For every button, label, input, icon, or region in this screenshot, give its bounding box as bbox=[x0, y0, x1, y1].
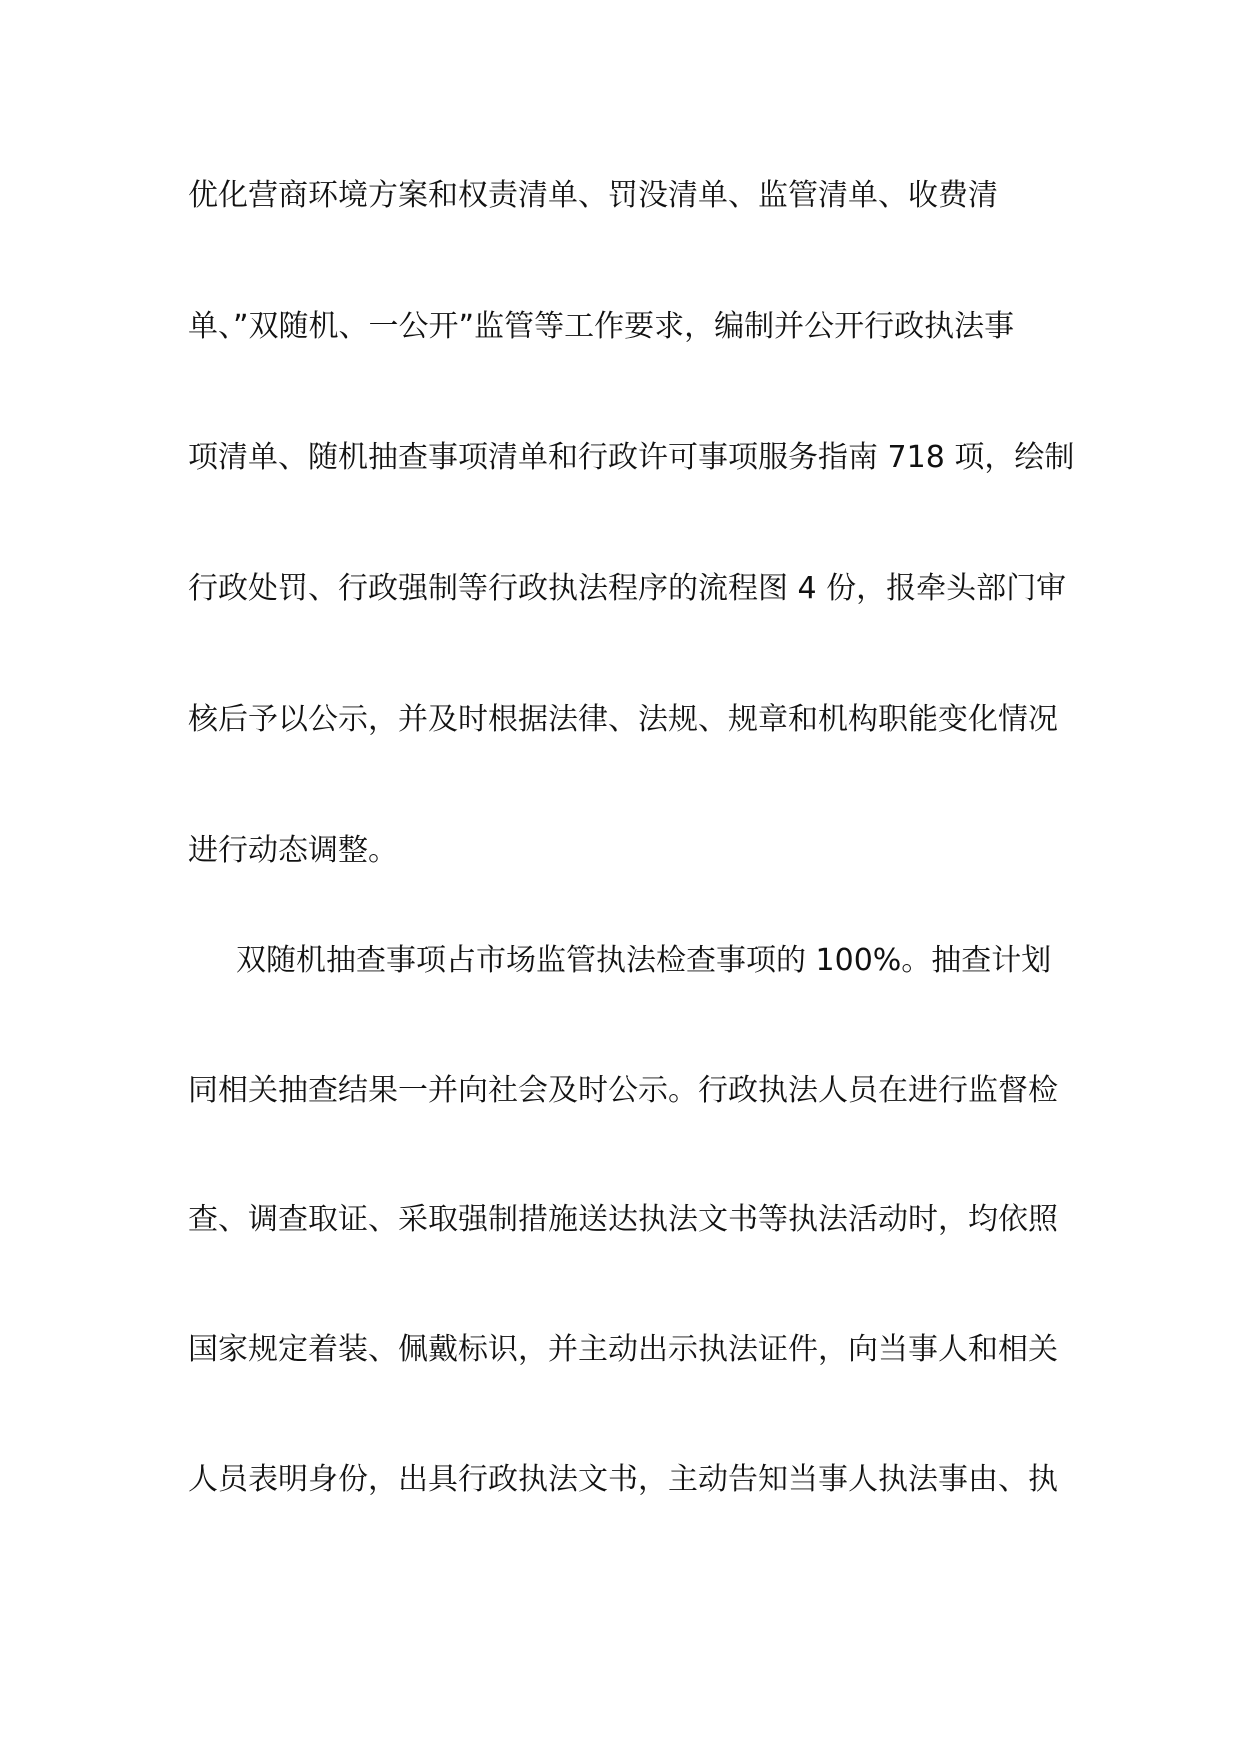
paragraph-2-line-5: 人员表明身份，出具行政执法文书，主动告知当事人执法事由、执 bbox=[188, 1462, 1058, 1497]
paragraph-1-line-1: 优化营商环境方案和权责清单、罚没清单、监管清单、收费清 bbox=[188, 178, 998, 213]
paragraph-2-line-4: 国家规定着装、佩戴标识，并主动出示执法证件，向当事人和相关 bbox=[188, 1332, 1058, 1367]
paragraph-2-line-1: 双随机抽查事项占市场监管执法检查事项的 100%。抽查计划 bbox=[236, 943, 1052, 978]
paragraph-1-line-4: 行政处罚、行政强制等行政执法程序的流程图 4 份，报牵头部门审 bbox=[188, 571, 1067, 606]
paragraph-1-line-3: 项清单、随机抽查事项清单和行政许可事项服务指南 718 项，绘制 bbox=[188, 440, 1075, 475]
paragraph-2-line-2: 同相关抽查结果一并向社会及时公示。行政执法人员在进行监督检 bbox=[188, 1073, 1058, 1108]
paragraph-2-line-3: 查、调查取证、采取强制措施送达执法文书等执法活动时，均依照 bbox=[188, 1202, 1058, 1237]
paragraph-1-line-6: 进行动态调整。 bbox=[188, 833, 398, 868]
paragraph-1-line-2: 单、”双随机、一公开”监管等工作要求，编制并公开行政执法事 bbox=[188, 309, 1015, 344]
paragraph-1-line-5: 核后予以公示，并及时根据法律、法规、规章和机构职能变化情况 bbox=[188, 702, 1058, 737]
